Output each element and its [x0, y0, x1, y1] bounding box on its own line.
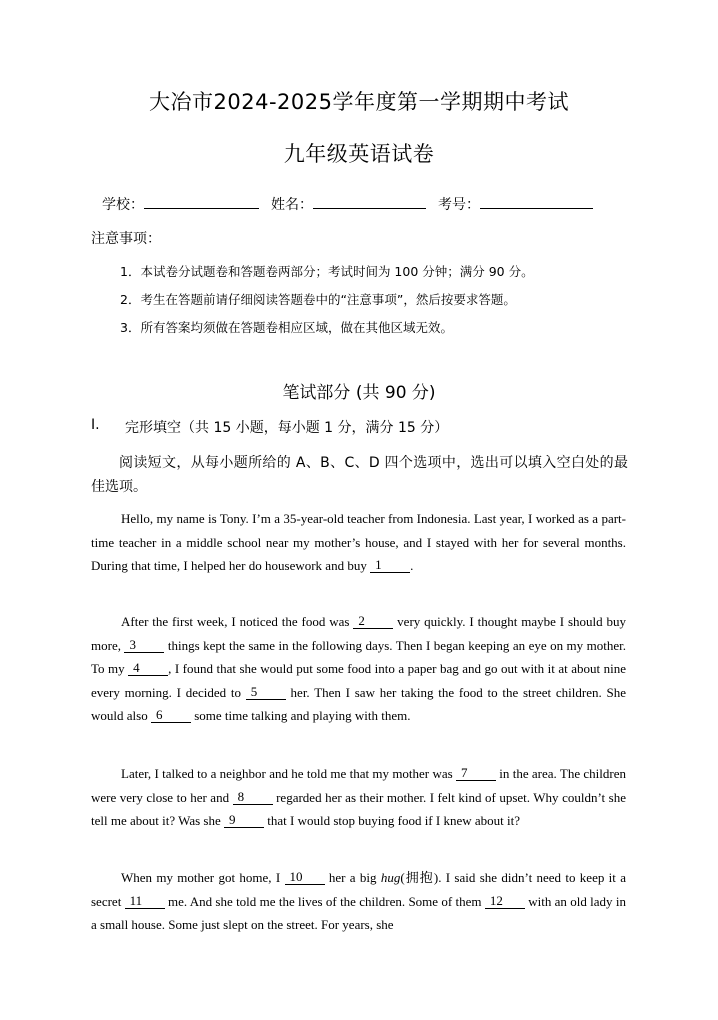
exam-number-field	[438, 194, 593, 214]
passage-text: with an old lady in a small house. Some just slept on the street. For years, she	[91, 893, 626, 932]
blank-8: 8	[233, 789, 273, 805]
passage-text: things kept the same in the following days. Then I began keeping an eye on my mother. To my	[91, 637, 626, 676]
blank-2: 2	[353, 613, 393, 629]
note-item: 1．本试卷分试题卷和答题卷两部分；考试时间为 100 分钟；满分 90 分。	[120, 264, 534, 279]
blank-3: 3	[124, 637, 164, 653]
note-item: 2．考生在答题前请仔细阅读答题卷中的“注意事项”，然后按要求答题。	[120, 292, 516, 307]
exam-title: 大冶市2024-2025学年度第一学期期中考试	[149, 90, 569, 114]
passage-paragraph	[91, 610, 626, 728]
blank-1: 1	[370, 557, 410, 573]
part-heading	[91, 417, 448, 437]
blank-5: 5	[246, 684, 286, 700]
school-field	[102, 194, 259, 214]
passage-text: Later, I talked to a neighbor and he told me that my mother was	[121, 766, 456, 781]
passage-italic-word: hug	[380, 870, 401, 885]
note-item: 3．所有答案均须做在答题卷相应区域，做在其他区域无效。	[120, 320, 453, 335]
passage-text: me. And she told me the lives of the children. Some of them	[164, 893, 485, 909]
blank-10: 10	[285, 869, 325, 885]
blank-12: 12	[485, 893, 525, 909]
exam-number-label: 考号：	[438, 197, 480, 213]
school-line	[144, 196, 259, 209]
passage-text: her. Then I saw her taking the food to the street children. She would also	[91, 684, 626, 723]
school-label: 学校：	[102, 197, 144, 213]
passage-paragraph	[91, 866, 626, 937]
name-line	[313, 196, 426, 209]
instruction: 阅读短文，从每小题所给的 A、B、C、D 四个选项中，选出可以填入空白处的最佳选项。	[91, 455, 628, 495]
passage-text: .	[410, 558, 414, 573]
blank-11: 11	[125, 893, 165, 909]
notes-heading: 注意事项：	[91, 231, 161, 247]
passage-text: Hello, my name is Tony. I’m a 35-year-old teacher from Indonesia. Last year, I worked as a part-time teacher in a middle school near my mother’s house, and I stayed with her for several months. During that time, I helped her do housework and buy	[91, 511, 626, 573]
blank-4: 4	[128, 660, 168, 676]
passage-text: After the first week, I noticed the food was	[121, 614, 354, 629]
passage-paragraph	[91, 507, 626, 578]
name-field	[271, 194, 426, 214]
exam-subtitle: 九年级英语试卷	[283, 142, 435, 166]
passage-text: When my mother got home, I	[121, 870, 285, 885]
exam-number-line	[480, 196, 593, 209]
student-info-row	[102, 194, 662, 214]
passage-text: (拥抱). I said she didn’t need to keep it a secret	[91, 870, 626, 909]
passage-text: in the area. The children were very close to her and	[91, 766, 626, 805]
blank-9: 9	[224, 812, 264, 828]
part-title: 完形填空（共 15 小题，每小题 1 分，满分 15 分）	[125, 420, 449, 436]
passage-text: very quickly. I thought maybe I should buy more,	[91, 614, 627, 653]
passage-text: , I found that she would put some food into a paper bag and go out with it at about nine every morning. I decided to	[91, 661, 626, 700]
passage-text: that I would stop buying food if I knew about it?	[264, 813, 521, 828]
passage-text: her a big	[324, 870, 381, 885]
name-label: 姓名：	[271, 197, 313, 213]
passage-paragraph	[91, 762, 626, 833]
section-title: 笔试部分 (共 90 分)	[282, 383, 436, 403]
blank-6: 6	[151, 707, 191, 723]
passage-text: some time talking and playing with them.	[190, 708, 411, 723]
part-number: I.	[91, 417, 100, 433]
blank-7: 7	[456, 765, 496, 781]
passage-text: regarded her as their mother. I felt kind of upset. Why couldn’t she tell me about it? Was she	[91, 789, 626, 828]
